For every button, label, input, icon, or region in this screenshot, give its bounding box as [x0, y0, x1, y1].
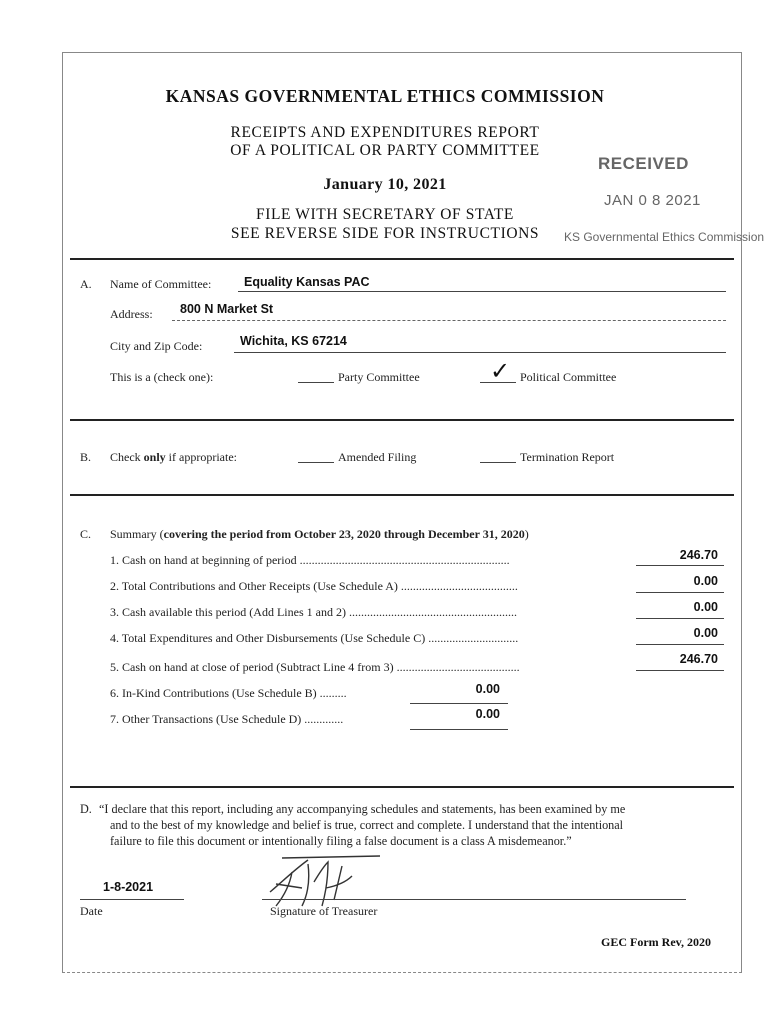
section-divider-d — [70, 786, 734, 788]
signature-label: Signature of Treasurer — [270, 904, 378, 918]
other-transactions-label: 7. Other Transactions (Use Schedule D) ............. — [110, 712, 344, 726]
address-label: Address: — [110, 307, 153, 321]
date-label: Date — [80, 904, 103, 918]
inkind-contributions-label: 6. In-Kind Contributions (Use Schedule B) ......... — [110, 686, 347, 700]
summary-line-4-underline — [636, 644, 724, 645]
see-reverse-instruction: SEE REVERSE SIDE FOR INSTRUCTIONS — [230, 225, 540, 242]
section-b-letter: B. — [80, 450, 92, 464]
city-zip-label: City and Zip Code: — [110, 339, 203, 353]
section-d-letter: D. — [80, 802, 92, 816]
declaration-line-1: “I declare that this report, including any accompanying schedules and statements, has been examined by me — [99, 802, 626, 816]
report-date: January 10, 2021 — [323, 176, 447, 193]
report-title-line1: RECEIPTS AND EXPENDITURES REPORT — [230, 124, 540, 141]
city-zip-value: Wichita, KS 67214 — [240, 334, 347, 348]
summary-line-1-label: 1. Cash on hand at beginning of period ...................................................................... — [110, 553, 510, 567]
signature-date-value: 1-8-2021 — [103, 880, 154, 894]
committee-name-line — [238, 291, 726, 292]
address-line — [172, 320, 726, 321]
signature-line — [262, 899, 686, 900]
section-c-letter: C. — [80, 527, 92, 541]
amended-filing-blank — [298, 462, 334, 463]
summary-line-5-label: 5. Cash on hand at close of period (Subtract Line 4 from 3) ......................................... — [110, 660, 520, 674]
other-transactions-underline — [410, 729, 508, 730]
summary-line-4-label: 4. Total Expenditures and Other Disbursements (Use Schedule C) .............................. — [110, 631, 519, 645]
section-divider-a — [70, 258, 734, 260]
amended-filing-option: Amended Filing — [338, 450, 417, 464]
received-stamp: RECEIVED — [598, 154, 689, 173]
party-committee-blank — [298, 382, 334, 383]
summary-line-5-underline — [636, 670, 724, 671]
termination-report-blank — [480, 462, 516, 463]
termination-report-option: Termination Report — [520, 450, 615, 464]
summary-line-2-label: 2. Total Contributions and Other Receipts (Use Schedule A) ....................................... — [110, 579, 518, 593]
summary-line-1-value: 246.70 — [679, 548, 718, 562]
city-zip-line — [234, 352, 726, 353]
summary-line-2-value: 0.00 — [693, 574, 718, 588]
committee-type-label: This is a (check one): — [110, 370, 214, 384]
received-stamp-agency: KS Governmental Ethics Commission — [564, 230, 765, 244]
check-mark-icon: ✓ — [490, 357, 511, 385]
section-a-letter: A. — [80, 277, 92, 291]
summary-line-3-label: 3. Cash available this period (Add Lines 1 and 2) ........................................................ — [110, 605, 517, 619]
page-border-bottom — [62, 972, 742, 973]
page-border-top — [62, 52, 742, 53]
summary-line-3-underline — [636, 618, 724, 619]
received-stamp-date: JAN 0 8 2021 — [604, 192, 701, 209]
declaration-line-2: and to the best of my knowledge and belief is true, correct and complete. I understand that the intentional — [110, 818, 624, 832]
other-transactions-value: 0.00 — [475, 707, 500, 721]
political-committee-option: Political Committee — [520, 370, 617, 384]
date-line — [80, 899, 184, 900]
summary-line-5-value: 246.70 — [679, 652, 718, 666]
summary-line-2-underline — [636, 592, 724, 593]
committee-name-label: Name of Committee: — [110, 277, 212, 291]
address-value: 800 N Market St — [180, 302, 274, 316]
party-committee-option: Party Committee — [338, 370, 420, 384]
declaration-line-3: failure to file this document or intentionally filing a false document is a class A misdemeanor.” — [110, 834, 572, 848]
inkind-contributions-value: 0.00 — [475, 682, 500, 696]
form-revision: GEC Form Rev, 2020 — [601, 935, 711, 949]
report-title-line2: OF A POLITICAL OR PARTY COMMITTEE — [230, 142, 540, 159]
committee-name-value: Equality Kansas PAC — [244, 275, 370, 289]
summary-line-4-value: 0.00 — [693, 626, 718, 640]
inkind-contributions-underline — [410, 703, 508, 704]
section-b-label: Check only if appropriate: — [110, 450, 237, 464]
file-with-instruction: FILE WITH SECRETARY OF STATE — [255, 206, 515, 223]
summary-line-3-value: 0.00 — [693, 600, 718, 614]
summary-line-1-underline — [636, 565, 724, 566]
summary-period-label: Summary (covering the period from October 23, 2020 through December 31, 2020) — [110, 527, 529, 541]
treasurer-signature — [262, 852, 382, 912]
commission-title: KANSAS GOVERNMENTAL ETHICS COMMISSION — [165, 86, 605, 106]
section-divider-c — [70, 494, 734, 496]
section-divider-b — [70, 419, 734, 421]
